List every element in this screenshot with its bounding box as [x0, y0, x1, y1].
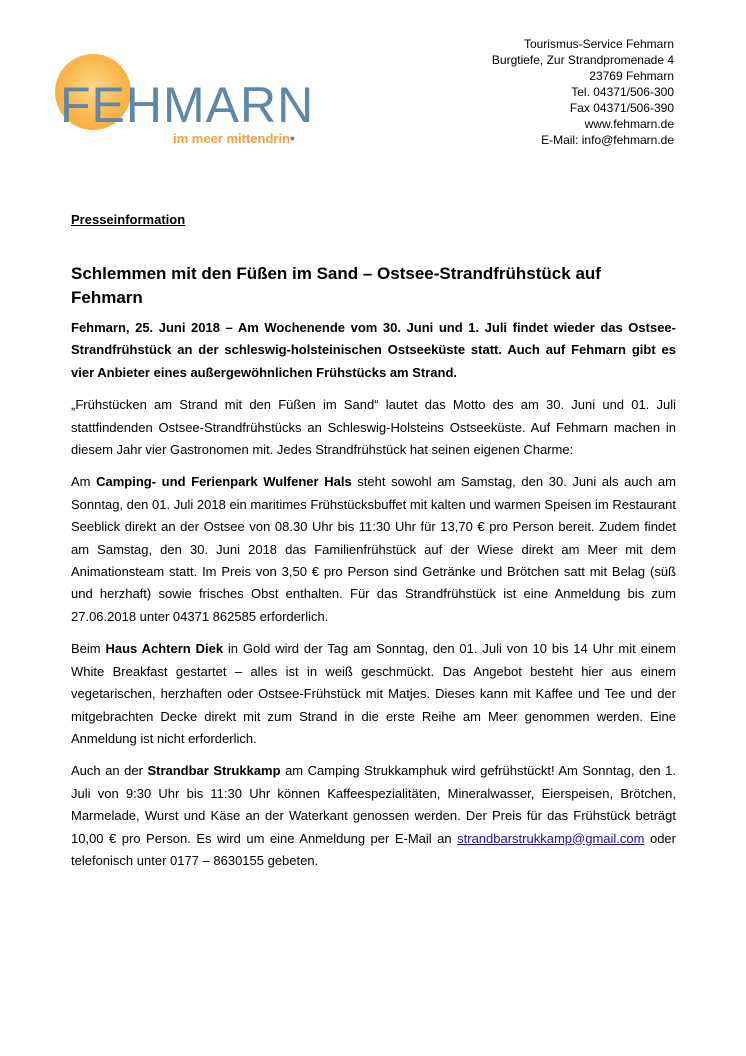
sender-address	[492, 36, 674, 148]
address-phone: Tel. 04371/506-300	[571, 85, 674, 99]
venue-name: Haus Achtern Diek	[105, 641, 224, 657]
paragraph-strandbar-strukkamp: Auch an der Strandbar Strukkamp am Camping Strukkamphuk wird gefrühstückt! Am Sonntag, den 1. Juli von 9:30 Uhr bis 11:30 Uhr können Kaffeespezialitäten, Mineralwasser, Eierspeisen, Brötchen, Marmelade, Wurst und Käse an der Waterkant genossen werden. Der Preis für das Frühstück beträgt 10,00 € pro Person. Es wird um eine Anmeldung per E-Mail an strandbarstrukkamp@gmail.com oder telefonisch unter 0177 – 8630155 gebeten.	[71, 763, 676, 868]
paragraph-haus-achtern-diek: Beim Haus Achtern Diek in Gold wird der Tag am Sonntag, den 01. Juli von 10 bis 14 Uhr mit einem White Breakfast gestartet – alles ist in weiß geschmückt. Das Angebot besteht hier aus einem vegetarischen, herzhaften oder Ostsee-Frühstück mit Matjes. Dieses kann mit Kaffee und Tee und der mitgebrachten Decke direkt mit zum Strand in die erste Reihe am Meer genommen werden. Eine Anmeldung ist nicht erforderlich.	[71, 641, 676, 746]
venue-name: Strandbar Strukkamp	[147, 763, 281, 779]
fehmarn-logo	[50, 52, 340, 152]
address-email: E-Mail: info@fehmarn.de	[541, 133, 674, 147]
logo-tagline	[173, 130, 295, 146]
email-link[interactable]: strandbarstrukkamp@gmail.com	[457, 830, 645, 846]
paragraph-wulfener-hals: Am Camping- und Ferienpark Wulfener Hals steht sowohl am Samstag, den 30. Juni als auch am Sonntag, den 01. Juli 2018 ein maritimes Frühstücksbuffet mit kalten und warmen Speisen im Restaurant Seeblick direkt an der Ostsee von 08.30 Uhr bis 11:30 Uhr für 13,70 € pro Person bereit. Zudem findet am Samstag, den 30. Juni 2018 das Familienfrühstück auf der Wiese direkt am Meer mit dem Animationsteam statt. Im Preis von 3,50 € pro Person sind Getränke und Brötchen satt mit Belag (süß und herzhaft) sowie frisches Obst enthalten. Für das Strandfrühstück ist eine Anmeldung bis zum 27.06.2018 unter 04371 862585 erforderlich.	[71, 474, 676, 624]
address-line: 23769 Fehmarn	[589, 69, 674, 83]
intro-paragraph: „Frühstücken am Strand mit den Füßen im Sand“ lautet das Motto des am 30. Juni und 01. Juli stattfindenden Ostsee-Strandfrühstücks an Schleswig-Holsteins Ostseeküste. Auf Fehmarn machen in diesem Jahr vier Gastronomen mit. Jedes Strandfrühstück hat seinen eigenen Charme:	[71, 397, 676, 458]
document-type-label: Presseinformation	[71, 212, 186, 227]
lead-paragraph: Fehmarn, 25. Juni 2018 – Am Wochenende vom 30. Juni und 1. Juli findet wieder das Ostsee-Strandfrühstück an der schleswig-holsteinischen Ostseeküste statt. Auch auf Fehmarn gibt es vier Anbieter eines außergewöhnlichen Frühstücks am Strand.	[71, 320, 676, 380]
logo-tagline-text: im meer mittendrin	[173, 131, 291, 146]
logo-wordmark: FEHMARN	[60, 77, 315, 133]
address-fax: Fax 04371/506-390	[569, 101, 674, 115]
address-website: www.fehmarn.de	[584, 117, 674, 131]
article-headline: Schlemmen mit den Füßen im Sand – Ostsee-Strandfrühstück auf Fehmarn	[71, 264, 601, 307]
article-body	[71, 317, 676, 882]
address-line: Tourismus-Service Fehmarn	[523, 37, 674, 51]
venue-name: Camping- und Ferienpark Wulfener Hals	[96, 474, 352, 490]
logo-dot-icon: •	[290, 130, 295, 146]
address-line: Burgtiefe, Zur Strandpromenade 4	[491, 53, 674, 67]
